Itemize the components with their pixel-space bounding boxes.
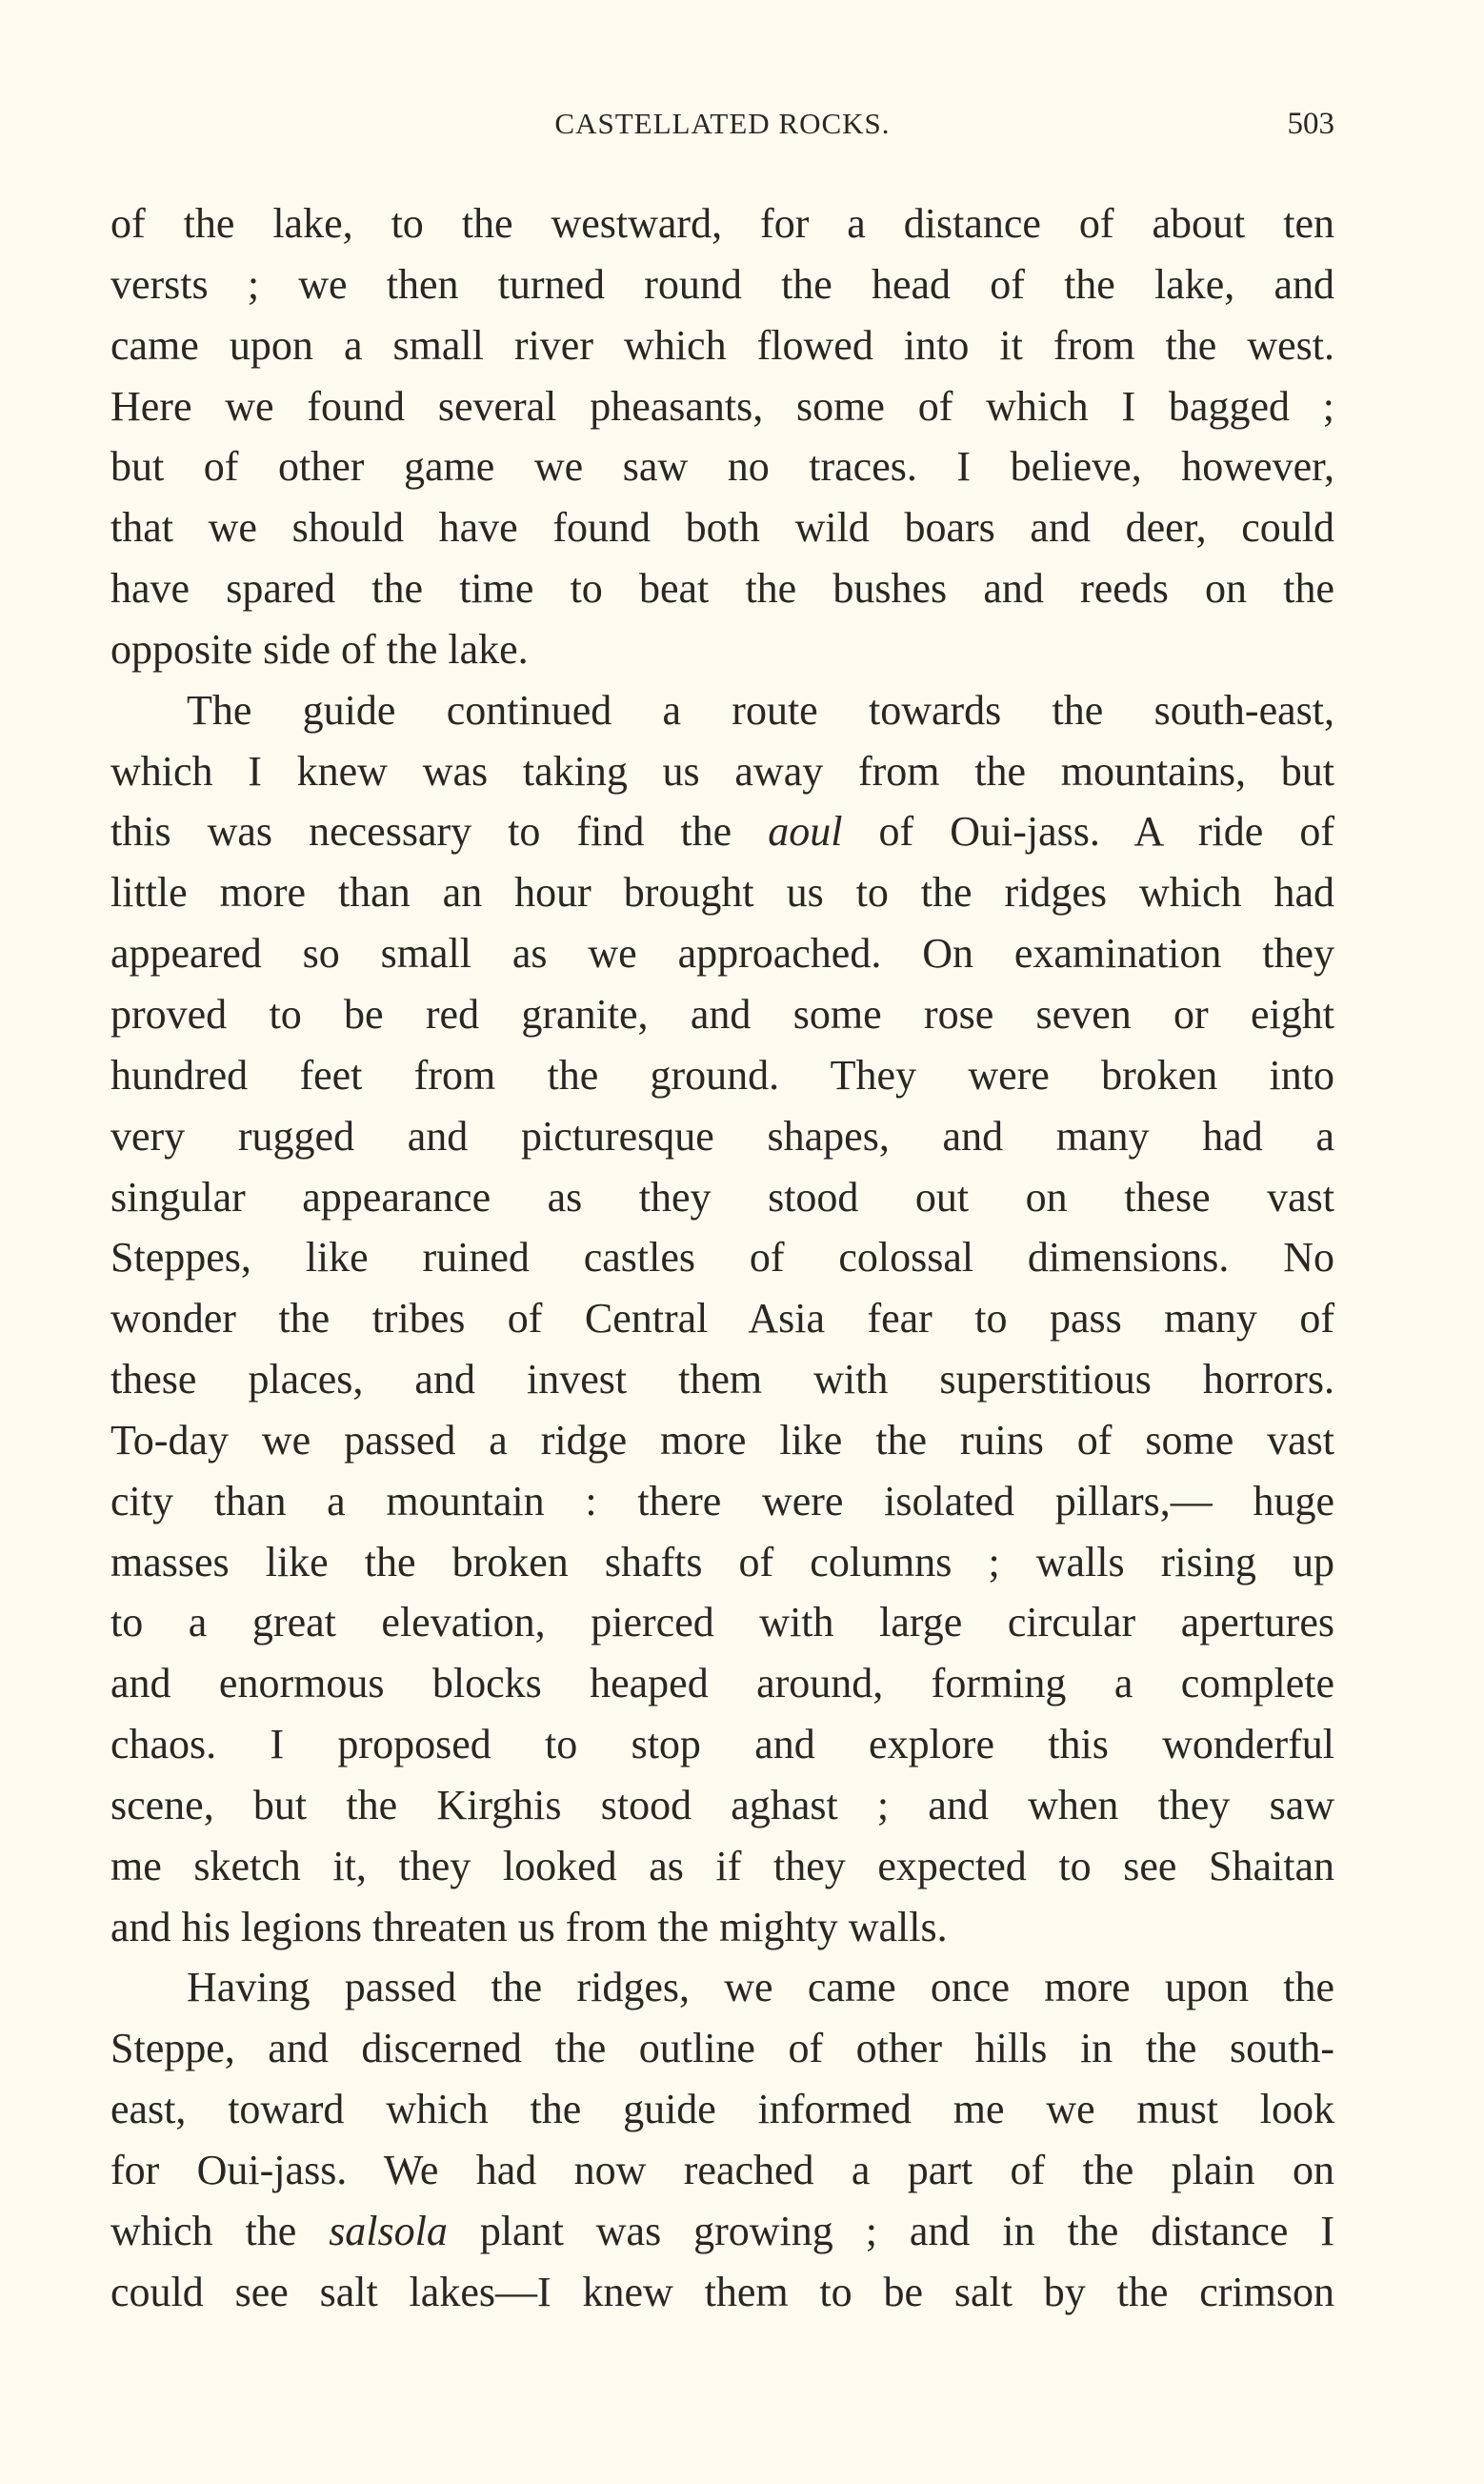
text-line: Having passed the ridges, we came once more upon the bbox=[187, 1964, 1334, 2011]
text-line: little more than an hour brought us to the ridges which had bbox=[110, 869, 1334, 917]
body-text bbox=[110, 193, 1334, 2323]
text-line: but of other game we saw no traces. I believe, however, bbox=[110, 443, 1334, 491]
italic-word: salsola bbox=[329, 2207, 448, 2254]
text-line: and enormous blocks heaped around, forming a complete bbox=[110, 1660, 1334, 1707]
text-line: to a great elevation, pierced with large circular apertures bbox=[110, 1599, 1334, 1646]
text-line: opposite side of the lake. bbox=[110, 625, 529, 673]
text-line: To-day we passed a ridge more like the ruins of some vast bbox=[110, 1416, 1334, 1464]
text-line: that we should have found both wild boars and deer, could bbox=[110, 504, 1334, 552]
text-line: these places, and invest them with superstitious horrors. bbox=[110, 1356, 1334, 1404]
text-line: Steppes, like ruined castles of colossal dimensions. No bbox=[110, 1234, 1334, 1282]
text-line: The guide continued a route towards the south-east, bbox=[187, 686, 1334, 734]
text-line: appeared so small as we approached. On examination they bbox=[110, 930, 1334, 978]
text-line: this was necessary to find the aoul of Oui-jass. A ride of bbox=[110, 808, 1334, 856]
text-line: singular appearance as they stood out on these vast bbox=[110, 1173, 1334, 1221]
text-line: proved to be red granite, and some rose seven or eight bbox=[110, 990, 1334, 1038]
italic-word: aoul bbox=[768, 808, 843, 856]
text-line: Here we found several pheasants, some of which I bagged ; bbox=[110, 382, 1334, 430]
running-title: CASTELLATED ROCKS. bbox=[554, 107, 891, 140]
text-line: scene, but the Kirghis stood aghast ; and when they saw bbox=[110, 1781, 1334, 1828]
text-line: very rugged and picturesque shapes, and many had a bbox=[110, 1112, 1334, 1160]
text-line: Steppe, and discerned the outline of other hills in the south- bbox=[110, 2025, 1334, 2072]
text-line: for Oui-jass. We had now reached a part of the plain on bbox=[110, 2147, 1334, 2193]
page-header bbox=[110, 107, 1334, 149]
text-line: chaos. I proposed to stop and explore this wonderful bbox=[110, 1721, 1334, 1768]
text-line: city than a mountain : there were isolated pillars,— huge bbox=[110, 1477, 1334, 1525]
text-line: could see salt lakes—I knew them to be salt by the crimson bbox=[110, 2268, 1334, 2315]
text-line: of the lake, to the westward, for a distance of about ten bbox=[110, 200, 1334, 247]
page-number: 503 bbox=[1287, 107, 1334, 141]
text-line: east, toward which the guide informed me we must look bbox=[110, 2086, 1334, 2133]
text-line: which I knew was taking us away from the mountains, but bbox=[110, 747, 1334, 795]
text-line: versts ; we then turned round the head of the lake, and bbox=[110, 260, 1334, 308]
text-line: came upon a small river which flowed into it from the west. bbox=[110, 321, 1334, 369]
text-line: masses like the broken shafts of columns ; walls rising up bbox=[110, 1538, 1334, 1585]
text-line: have spared the time to beat the bushes and reeds on the bbox=[110, 565, 1334, 613]
text-line: which the salsola plant was growing ; and in the distance I bbox=[110, 2207, 1334, 2254]
text-line: hundred feet from the ground. They were broken into bbox=[110, 1051, 1334, 1099]
text-line: and his legions threaten us from the mighty walls. bbox=[110, 1903, 948, 1950]
text-line: me sketch it, they looked as if they expected to see Shaitan bbox=[110, 1842, 1334, 1889]
text-line: wonder the tribes of Central Asia fear to pass many of bbox=[110, 1295, 1334, 1343]
